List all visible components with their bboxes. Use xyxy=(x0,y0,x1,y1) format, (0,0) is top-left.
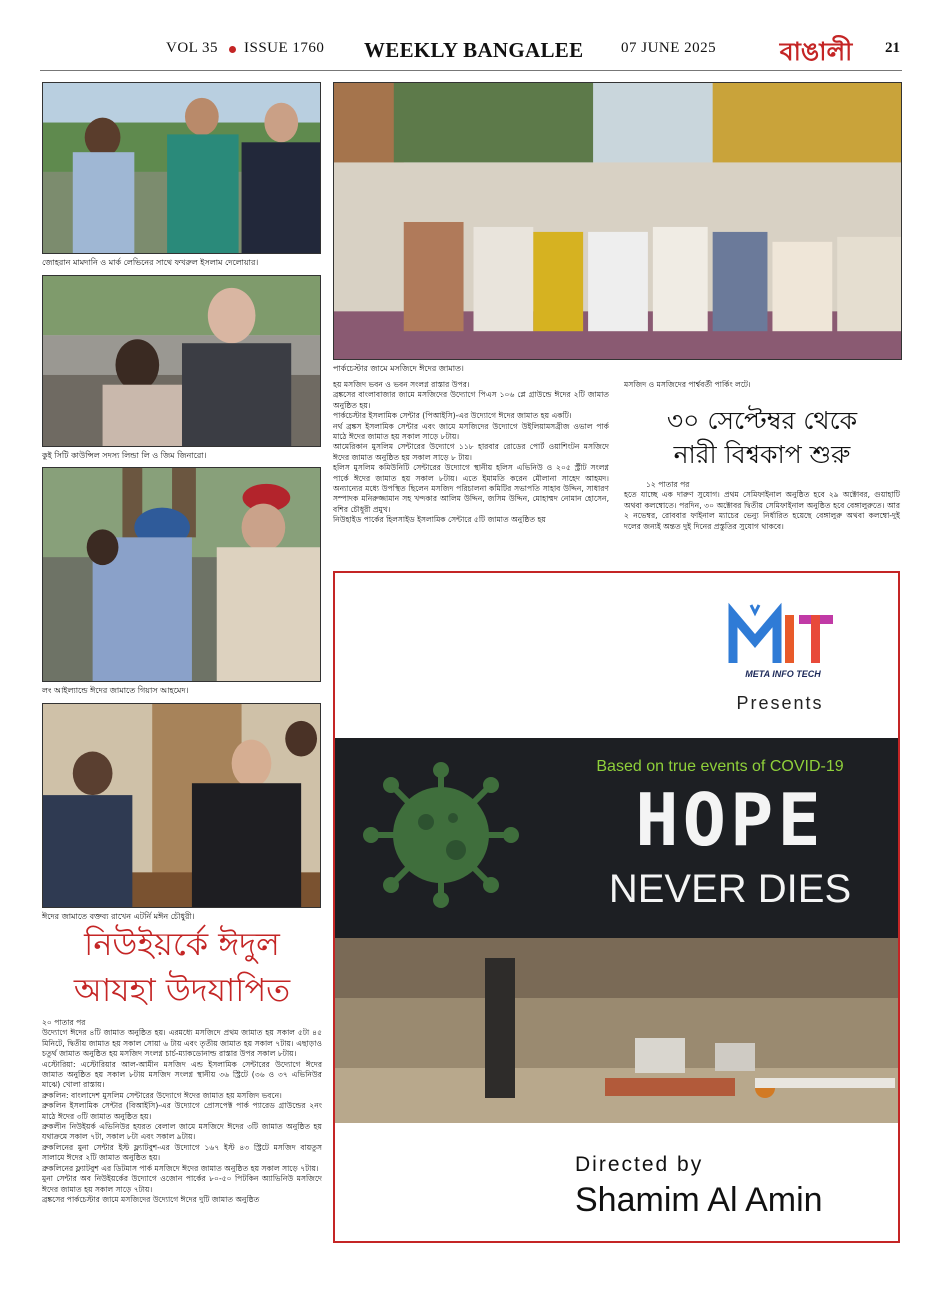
headline-eid-ul-azha-line1: নিউইয়র্কে ঈদুল xyxy=(84,925,280,963)
paragraph: মুনা সেন্টার অব নিউইয়র্কের উদ্যোগে ওজোন পার্কের ৮০-৫০ পিটকিন অ্যাভিনিউ মসজিদে ঈদের জামাত হয় সকাল সাড়ে ৭টায়। xyxy=(42,1174,322,1194)
virus-icon xyxy=(341,760,541,910)
director-name: Shamim Al Amin xyxy=(575,1181,823,1219)
masthead-logo: বাঙালী xyxy=(779,37,853,66)
movie-subtitle: NEVER DIES xyxy=(608,867,852,911)
photo4-caption: ঈদের জামাতে বক্তব্য রাখেন এটর্নি মঈন চৌধুরী। xyxy=(42,912,195,921)
paragraph: ব্রুকলীন নিউইয়র্ক এভিনিউর হযরত বেলাল জামে মসজিদে ঈদের ৩টি জামাত অনুষ্ঠিত হয় যথাক্রমে সকাল ৭টা, সকাল ৮টা এবং সকাল ৯টায়। xyxy=(42,1122,322,1142)
paragraph: ২০ পাতার পর xyxy=(42,1018,86,1027)
paragraph: এস্টোরিয়া: এস্টোরিয়ার আল-আমীন মসজিদ এন্ড ইসলামিক সেন্টারের উদ্যোগে ঈদের জামাত অনুষ্ঠিত হয় সকাল ৮টায় মসজিদ সংলগ্ন স্থানীয় ৩৬ স্ট্রিটে (৩৬ ও ৩৭ এভিনিউর মাঝে) খোলা রাস্তায়। xyxy=(42,1059,322,1090)
paragraph: ব্রুকলিন: বাংলাদেশ মুসলিম সেন্টারের উদ্যোগে ঈদের জামাত হয় মসজিদ ভবনে। xyxy=(42,1090,282,1100)
page-number: 21 xyxy=(885,40,900,56)
newspaper-name: WEEKLY BANGALEE xyxy=(364,38,584,62)
cemetery-photo xyxy=(335,938,898,1123)
paragraph: উদ্যোগে ঈদের ৪টি জামাত অনুষ্ঠিত হয়। এরমধ্যে মসজিদে প্রথম জামাত হয় সকাল ৫টা ৪৫ মিনিটে, দ্বিতীয় জামাত হয় সকাল সোয়া ৬ টায় এবং তৃতীয় জামাত হয় সকাল ৭টায়। এছাড়াও চতুর্থ জামাত অনুষ্ঠিত হয় মসজিদ সংলগ্ন চার্চ-ম্যাকডোনাল্ড রাস্তার উপর সকাল ৮টায়। xyxy=(42,1028,322,1059)
photo3-caption: লং আইল্যান্ডে ঈদের জামাতে গিয়াস আহমেদ। xyxy=(42,686,189,695)
sports-article-body xyxy=(624,480,900,532)
right-column-continuation: মসজিদ ও মসজিদের পার্শ্ববর্তী পার্কিং লটে। xyxy=(624,380,751,389)
paragraph: পার্কচেস্টার ইসলামিক সেন্টার (পিআইসি)-এর উদ্যোগে ঈদের জামাত হয় একটি। xyxy=(333,411,572,421)
paragraph: ব্রঙ্কসের পার্কচেস্টার জামে মসজিদের উদ্যোগে ঈদের দুটি জামাত অনুষ্ঠিত xyxy=(42,1194,260,1204)
photo-linda-lee-jim-gennaro xyxy=(42,275,321,447)
company-name: META INFO TECH xyxy=(745,669,821,679)
meta-info-tech-logo-icon xyxy=(727,601,837,671)
photo-long-island-eid xyxy=(42,467,321,682)
paragraph: নিউহাইড পার্কের হিলসাইড ইসলামিক সেন্টারে ৫টি জামাত অনুষ্ঠিত হয় xyxy=(333,515,546,525)
paragraph: হলিস মুসলিম কমিউনিটি সেন্টারের উদ্যোগে স্থানীয় হলিস এভিনিউ ও ২০৫ স্ট্রীট সংলগ্ন পার্কে ঈদের জামাত হয় সকাল ৮টায়। এতে ইমামতি করেন মৌলানা সাহেদ আহমদ। অন্যান্যের মধ্যে উপস্থিত ছিলেন মসজিদ পরিচালনা কমিটির সভাপতি সাহাব উদ্দিন, সাধারণ সম্পাদক মনিরুজ্জামান সহ খন্দকার আলিম উদ্দিন, জসিম উদ্দিন, মোহাম্মদ নোমান হোসেন, বশির চৌধুরী প্রমুখ। xyxy=(333,463,609,514)
paragraph: নর্থ ব্রঙ্কস ইসলামিক সেন্টার এবং জামে মসজিদের উদ্যোগে উইলিয়ামসব্রীজ ওভাল পার্ক মাঠে ঈদের জামাত হয় সকাল সাড়ে ৮টায়। xyxy=(333,421,609,442)
sports-headline-line1: ৩০ সেপ্টেম্বর থেকে xyxy=(666,406,858,435)
paragraph: ব্রুকলিন ইসলামিক সেন্টার (বিআইসি)-এর উদ্যোগে প্রোসপেক্ট পার্ক প্যারেড গ্রাউন্ডের ২নং মাঠে ঈদের ৩টি জামাত অনুষ্ঠিত হয়। xyxy=(42,1101,322,1121)
volume-label: VOL 35 xyxy=(166,40,219,56)
paragraph: আমেরিকান মুসলিম সেন্টারের উদ্যোগে ১১৮ হারবার রোডের পোর্ট ওয়াশিংটন মসজিদে ঈদের জামাত অনুষ্ঠিত হয় সকাল সাড়ে ৮ টায়। xyxy=(333,442,609,462)
hope-never-dies-advertisement xyxy=(333,571,900,1243)
issue-label: ISSUE 1760 xyxy=(244,40,325,56)
paragraph: হয় মসজিদ ভবন ও ভবন সংলগ্ন রাস্তার উপর। xyxy=(333,380,470,389)
header-rule xyxy=(40,70,902,71)
movie-tagline: Based on true events of COVID-19 xyxy=(596,758,844,775)
movie-title-band xyxy=(335,738,898,938)
paragraph: ব্রুকলিনের ফ্ল্যাটবুশ এর ডিটমাস পার্ক মসজিদে ঈদের জামাত অনুষ্ঠিত হয় সকাল সাড়ে ৭টায়। xyxy=(42,1163,319,1173)
main-photo-caption: পার্কচেস্টার জামে মসজিদে ঈদের জামাত। xyxy=(333,364,464,373)
movie-title: HOPE xyxy=(635,778,825,862)
photo-parkchester-eid-prayer xyxy=(333,82,902,360)
continued-from-label: ১২ পাতার পর xyxy=(646,480,690,489)
directed-by-label: Directed by xyxy=(575,1153,704,1176)
separator-dot xyxy=(229,46,236,53)
photo-mamdani-levine xyxy=(42,82,321,254)
sports-headline-line2: নারী বিশ্বকাপ শুরু xyxy=(673,440,851,469)
presents-label: Presents xyxy=(736,693,824,713)
headline-eid-ul-azha-line2: আযহা উদযাপিত xyxy=(73,971,291,1009)
issue-date: 07 JUNE 2025 xyxy=(621,40,717,56)
photo2-caption: কুই সিটি কাউন্সিল সদস্য লিন্ডা লি ও জিম জিনারো। xyxy=(42,451,207,460)
paragraph: ব্রুকলিনের মুনা সেন্টার ইস্ট ফ্ল্যাটবুশ-এর উদ্যোগে ১৬৭ ইস্ট ৪৩ স্ট্রিটে মসজিদ বায়তুস সালামে ঈদের ২টি জামাত অনুষ্ঠিত হয়। xyxy=(42,1142,322,1163)
paragraph: হতে যাচ্ছে এক দারুণ সুযোগ। প্রথম সেমিফাইনাল অনুষ্ঠিত হবে ২৯ অক্টোবর, গুয়াহাটি অথবা কলম্বোতে। পরদিন, ৩০ অক্টোবর দ্বিতীয় সেমিফাইনাল অনুষ্ঠিত হবে বেঙ্গালুরুতে। আর ২ নভেম্বর, রোববার ফাইনাল ম্যাচের ভেন্যু নির্ধারিত হয়েছে বেঙ্গালুরু অথবা কলম্বো-দুই দলের জন্যই অন্তত দুই দিনের প্রস্তুতির সুযোগ থাকবে। xyxy=(624,490,900,531)
photo-moin-chowdhury xyxy=(42,703,321,908)
middle-article-body xyxy=(333,380,609,526)
left-article-body xyxy=(42,1018,322,1205)
photo1-caption: জোহরান মামদানি ও মার্ক লেভিনের সাথে ফখরুল ইসলাম দেলোয়ার। xyxy=(42,258,259,267)
paragraph: ব্রঙ্কসের বাংলাবাজার জামে মসজিদের উদ্যোগে পিএস ১০৬ প্লে গ্রাউন্ডে ঈদের ২টি জামাত অনুষ্ঠিত হয়। xyxy=(333,390,609,410)
